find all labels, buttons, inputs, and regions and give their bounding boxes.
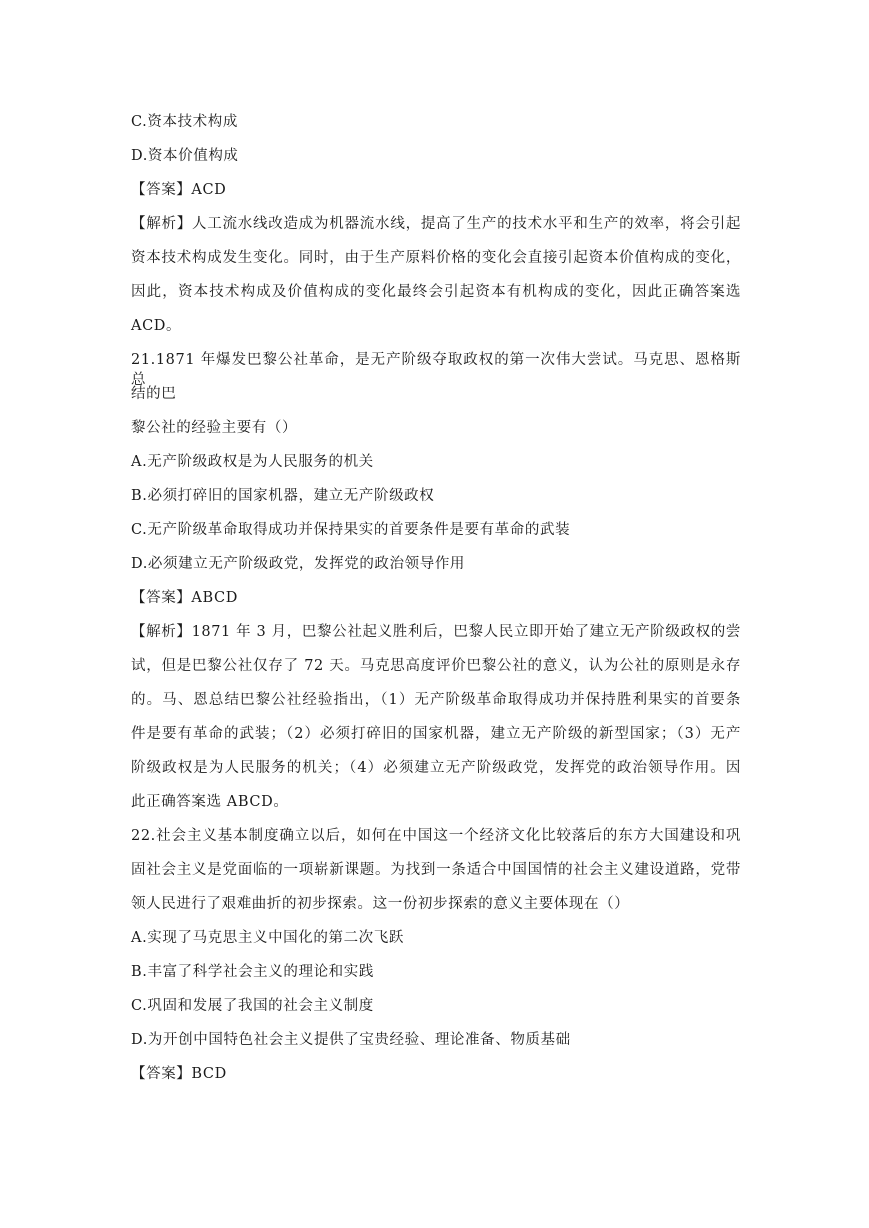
q22-question-line-2: 固社会主义是党面临的一项崭新课题。为找到一条适合中国国情的社会主义建设道路，党带 (131, 862, 741, 878)
q21-analysis-line-1: 【解析】1871 年 3 月，巴黎公社起义胜利后，巴黎人民立即开始了建立无产阶级政权的尝 (131, 624, 741, 640)
q20-analysis-line-3: 因此，资本技术构成及价值构成的变化最终会引起资本有机构成的变化，因此正确答案选 (131, 284, 741, 300)
q22-question-line-1: 22.社会主义基本制度确立以后，如何在中国这一个经济文化比较落后的东方大国建设和巩 (131, 828, 741, 844)
q21-analysis-line-5: 阶级政权是为人民服务的机关；（4）必须建立无产阶级政党，发挥党的政治领导作用。因 (131, 760, 741, 776)
q21-question-line-2: 结的巴 (131, 386, 177, 402)
q20-analysis-line-4: ACD。 (131, 318, 182, 334)
q21-question-line-1: 21.1871 年爆发巴黎公社革命，是无产阶级夺取政权的第一次伟大尝试。马克思、恩格斯总 (131, 352, 741, 388)
q21-option-a: A.无产阶级政权是为人民服务的机关 (131, 454, 374, 470)
q22-option-b: B.丰富了科学社会主义的理论和实践 (131, 964, 374, 980)
q21-option-c: C.无产阶级革命取得成功并保持果实的首要条件是要有革命的武装 (131, 522, 571, 538)
q21-option-d: D.必须建立无产阶级政党，发挥党的政治领导作用 (131, 556, 466, 572)
q22-option-c: C.巩固和发展了我国的社会主义制度 (131, 998, 374, 1014)
q22-option-d: D.为开创中国特色社会主义提供了宝贵经验、理论准备、物质基础 (131, 1032, 571, 1048)
q20-analysis-line-2: 资本技术构成发生变化。同时，由于生产原料价格的变化会直接引起资本价值构成的变化， (131, 250, 741, 266)
q20-option-d: D.资本价值构成 (131, 148, 239, 164)
q22-question-line-3: 领人民进行了艰难曲折的初步探索。这一份初步探索的意义主要体现在（） (131, 896, 630, 912)
q21-question-line-3: 黎公社的经验主要有（） (131, 420, 298, 436)
q20-analysis-line-1: 【解析】人工流水线改造成为机器流水线，提高了生产的技术水平和生产的效率，将会引起 (131, 216, 741, 232)
q21-analysis-line-4: 件是要有革命的武装；（2）必须打碎旧的国家机器，建立无产阶级的新型国家；（3）无产 (131, 726, 741, 742)
q21-answer: 【答案】ABCD (131, 590, 238, 606)
q21-analysis-line-6: 此正确答案选 ABCD。 (131, 794, 289, 810)
q22-answer: 【答案】BCD (131, 1066, 227, 1082)
q20-option-c: C.资本技术构成 (131, 114, 238, 130)
q22-option-a: A.实现了马克思主义中国化的第二次飞跃 (131, 930, 404, 946)
q21-analysis-line-2: 试，但是巴黎公社仅存了 72 天。马克思高度评价巴黎公社的意义，认为公社的原则是永存 (131, 658, 741, 674)
q21-option-b: B.必须打碎旧的国家机器，建立无产阶级政权 (131, 488, 435, 504)
q20-answer: 【答案】ACD (131, 182, 227, 198)
q21-analysis-line-3: 的。马、恩总结巴黎公社经验指出，（1）无产阶级革命取得成功并保持胜利果实的首要条 (131, 692, 741, 708)
